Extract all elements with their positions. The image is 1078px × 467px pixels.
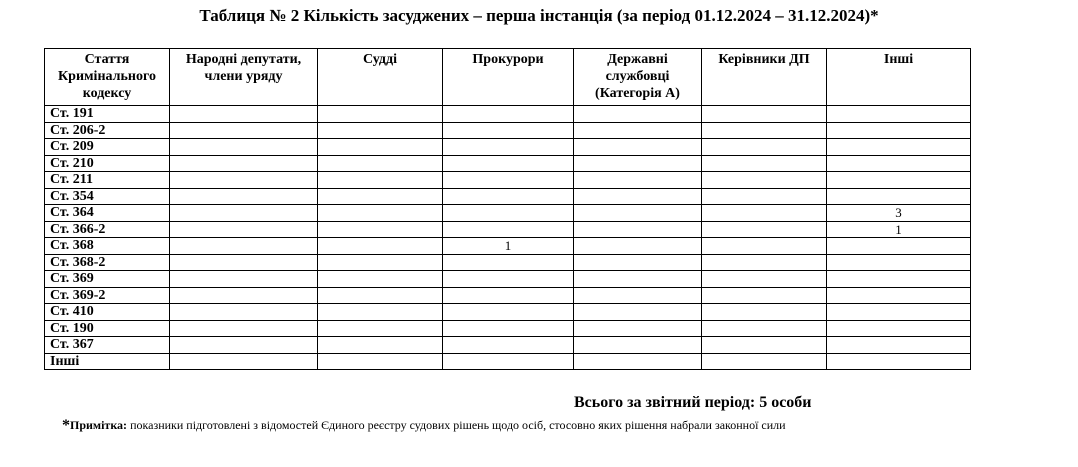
table-row xyxy=(45,271,971,288)
table-row xyxy=(45,304,971,321)
table-cell xyxy=(443,271,574,288)
table-cell xyxy=(443,304,574,321)
table-cell xyxy=(170,221,318,238)
table-cell xyxy=(827,353,971,370)
row-label: Ст. 210 xyxy=(45,155,170,172)
table-cell xyxy=(574,188,702,205)
table-cell xyxy=(318,320,443,337)
row-label: Ст. 364 xyxy=(45,205,170,222)
column-header: Керівники ДП xyxy=(702,49,827,106)
table-row xyxy=(45,287,971,304)
table-cell xyxy=(574,271,702,288)
table-cell xyxy=(170,238,318,255)
table-cell xyxy=(574,304,702,321)
table-cell xyxy=(318,304,443,321)
table-cell xyxy=(702,353,827,370)
footnote-label: Примітка: xyxy=(70,418,128,432)
table-cell xyxy=(827,254,971,271)
table-cell xyxy=(574,221,702,238)
table-cell xyxy=(318,271,443,288)
table-cell xyxy=(827,122,971,139)
table-cell xyxy=(443,188,574,205)
table-cell xyxy=(318,122,443,139)
table-cell xyxy=(827,188,971,205)
table-cell xyxy=(170,155,318,172)
table-cell xyxy=(574,172,702,189)
table-cell xyxy=(170,106,318,123)
total-summary: Всього за звітний період: 5 особи xyxy=(574,394,812,411)
table-cell xyxy=(443,254,574,271)
table-cell xyxy=(702,172,827,189)
column-header: Народні депутати, члени уряду xyxy=(170,49,318,106)
table-row xyxy=(45,205,971,222)
table-row xyxy=(45,188,971,205)
table-cell xyxy=(443,287,574,304)
table-row xyxy=(45,221,971,238)
table-cell xyxy=(827,271,971,288)
table-row xyxy=(45,238,971,255)
table-row xyxy=(45,320,971,337)
footnote-text: показники підготовлені з відомостей Єдиного реєстру судових рішень щодо осіб, стосовно яких рішення набрали законної сили xyxy=(127,418,786,432)
row-label: Ст. 369 xyxy=(45,271,170,288)
table-cell xyxy=(318,155,443,172)
table-cell xyxy=(702,205,827,222)
row-label: Ст. 368 xyxy=(45,238,170,255)
table-cell xyxy=(702,139,827,156)
table-cell xyxy=(170,353,318,370)
table-cell xyxy=(702,106,827,123)
table-cell xyxy=(702,238,827,255)
table-row xyxy=(45,139,971,156)
table-cell xyxy=(318,106,443,123)
row-label: Ст. 368-2 xyxy=(45,254,170,271)
row-label: Ст. 369-2 xyxy=(45,287,170,304)
table-cell xyxy=(827,337,971,354)
table-cell xyxy=(574,139,702,156)
table-cell xyxy=(702,254,827,271)
table-cell xyxy=(702,304,827,321)
table-cell xyxy=(443,353,574,370)
table-row xyxy=(45,106,971,123)
table-cell xyxy=(827,155,971,172)
row-label: Ст. 191 xyxy=(45,106,170,123)
table-row xyxy=(45,172,971,189)
table-cell xyxy=(827,172,971,189)
table-cell xyxy=(170,139,318,156)
table-row xyxy=(45,337,971,354)
table-cell xyxy=(443,106,574,123)
table-cell xyxy=(170,320,318,337)
table-cell xyxy=(702,155,827,172)
table-cell xyxy=(170,172,318,189)
table-cell xyxy=(170,205,318,222)
header-row xyxy=(45,49,971,106)
table-cell xyxy=(827,106,971,123)
table-cell xyxy=(827,139,971,156)
table-cell xyxy=(318,139,443,156)
table-cell xyxy=(318,221,443,238)
table-cell xyxy=(574,287,702,304)
column-header: Державні службовці (Категорія А) xyxy=(574,49,702,106)
row-label: Ст. 206-2 xyxy=(45,122,170,139)
table-cell xyxy=(702,188,827,205)
table-cell xyxy=(443,139,574,156)
table-cell xyxy=(170,271,318,288)
table-title: Таблиця № 2 Кількість засуджених – перша інстанція (за період 01.12.2024 – 31.12.2024)* xyxy=(199,6,879,25)
table-cell xyxy=(443,155,574,172)
footnote xyxy=(62,417,786,435)
table-cell xyxy=(170,337,318,354)
table-cell: 1 xyxy=(827,221,971,238)
table-cell xyxy=(170,304,318,321)
row-label: Інші xyxy=(45,353,170,370)
row-label: Ст. 209 xyxy=(45,139,170,156)
table-cell xyxy=(574,205,702,222)
table-cell: 1 xyxy=(443,238,574,255)
table-cell xyxy=(574,320,702,337)
table-cell xyxy=(827,304,971,321)
table-cell xyxy=(443,337,574,354)
table-row xyxy=(45,155,971,172)
table-cell xyxy=(574,155,702,172)
table-cell xyxy=(827,287,971,304)
table-cell xyxy=(318,238,443,255)
row-label: Ст. 367 xyxy=(45,337,170,354)
table-cell xyxy=(318,337,443,354)
table-cell xyxy=(170,188,318,205)
table-row xyxy=(45,122,971,139)
table-cell xyxy=(702,337,827,354)
table-row xyxy=(45,353,971,370)
table-cell xyxy=(443,221,574,238)
convictions-table xyxy=(44,48,971,370)
row-label: Ст. 211 xyxy=(45,172,170,189)
footnote-star: * xyxy=(62,417,70,434)
column-header: Стаття Кримінального кодексу xyxy=(45,49,170,106)
table-cell xyxy=(170,287,318,304)
column-header: Інші xyxy=(827,49,971,106)
table-cell xyxy=(574,106,702,123)
table-cell xyxy=(827,238,971,255)
table-cell xyxy=(318,188,443,205)
row-label: Ст. 354 xyxy=(45,188,170,205)
table-cell xyxy=(443,122,574,139)
table-cell: 3 xyxy=(827,205,971,222)
table-cell xyxy=(702,221,827,238)
row-label: Ст. 366-2 xyxy=(45,221,170,238)
table-cell xyxy=(318,254,443,271)
column-header: Прокурори xyxy=(443,49,574,106)
table-cell xyxy=(574,353,702,370)
table-cell xyxy=(574,337,702,354)
table-row xyxy=(45,254,971,271)
table-cell xyxy=(443,205,574,222)
table-cell xyxy=(318,287,443,304)
table-cell xyxy=(170,254,318,271)
row-label: Ст. 190 xyxy=(45,320,170,337)
row-label: Ст. 410 xyxy=(45,304,170,321)
table-cell xyxy=(443,320,574,337)
table-cell xyxy=(170,122,318,139)
table-cell xyxy=(574,122,702,139)
table-cell xyxy=(574,254,702,271)
table-cell xyxy=(318,353,443,370)
table-cell xyxy=(827,320,971,337)
table-cell xyxy=(702,271,827,288)
table-cell xyxy=(702,122,827,139)
table-cell xyxy=(702,287,827,304)
column-header: Судді xyxy=(318,49,443,106)
table-cell xyxy=(574,238,702,255)
table-cell xyxy=(702,320,827,337)
table-cell xyxy=(443,172,574,189)
table-cell xyxy=(318,172,443,189)
table-cell xyxy=(318,205,443,222)
